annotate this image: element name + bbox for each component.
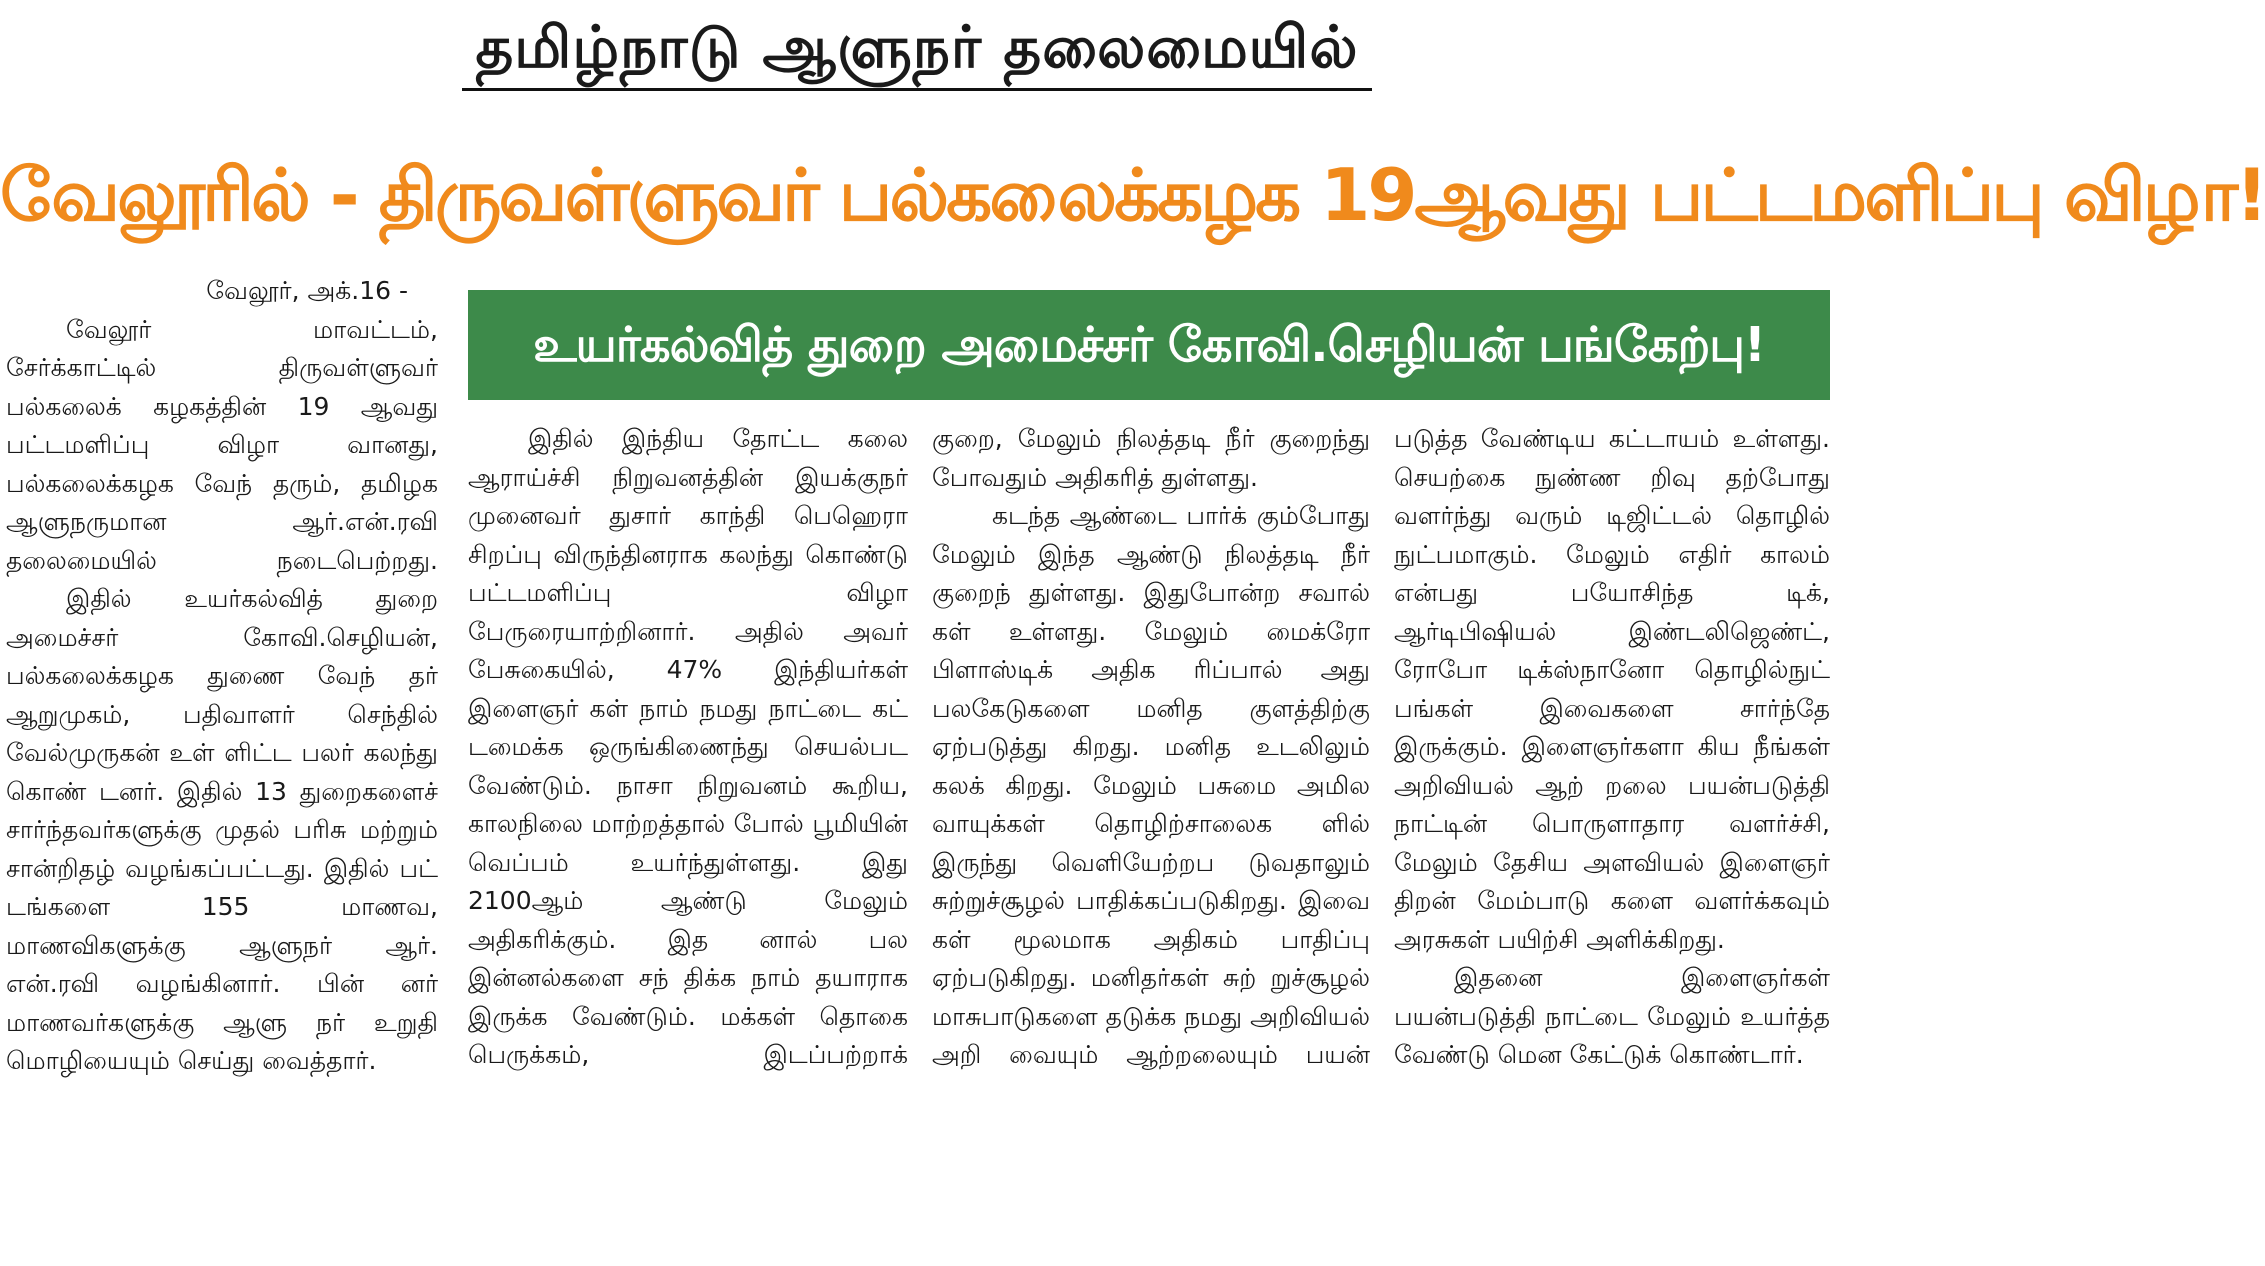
paragraph: வேலூர் மாவட்டம், சேர்க்காட்டில் திருவள்ளுவர் பல்கலைக் கழகத்தின் 19 ஆவது பட்டமளிப்பு விழா வானது, பல்கலைக்கழக வேந் தரும், தமிழக ஆளுநருமான ஆர்.என்.ரவி தலைமையில் நடைபெற்றது. [6, 314, 438, 575]
paragraph: இதில் இந்திய தோட்ட கலை ஆராய்ச்சி நிறுவனத்தின் இயக்குநர் முனைவர் துசார் காந்தி பெஹெரா சிறப்பு விருந்தினராக கலந்து கொண்டு பட்டமளிப்பு விழா பேருரையாற்றினார். அதில் அவர் பேசுகையில், 47% இந்தியர்கள் இளைஞர் கள் நாம் நமது நாட்டை கட் டமைக்க ஒருங்கிணைந்து செயல்பட வேண்டும். நாசா நிறுவனம் கூறிய, காலநிலை மாற்றத்தால் போல் பூமியின் வெப்பம் உயர்ந்துள்ளது. இது 2100ஆம் ஆண்டு மேலும் அதிகரிக்கும். இத னால் பல இன்னல்களை சந் திக்க நாம் தயாராக இருக்க வேண்டும். மக்கள் தொகை பெருக்கம், இடப்பற்றாக் [468, 424, 908, 1069]
article-column-2 [468, 420, 908, 1075]
main-headline: வேலூரில் - திருவள்ளுவர் பல்கலைக்கழக 19ஆவது பட்டமளிப்பு விழா! [0, 153, 2265, 237]
kicker-banner [0, 8, 1834, 91]
article-column-4 [1394, 420, 1830, 1075]
paragraph: கடந்த ஆண்டை பார்க் கும்போது மேலும் இந்த ஆண்டு நிலத்தடி நீர் குறைந் துள்ளது. இதுபோன்ற சவால் கள் உள்ளது. மேலும் மைக்ரோ பிளாஸ்டிக் அதிக ரிப்பால் அது பலகேடுகளை மனித குளத்திற்கு ஏற்படுத்து கிறது. மனித உடலிலும் கலக் கிறது. மேலும் பசுமை அமில வாயுக்கள் தொழிற்சாலைக ளில் இருந்து வெளியேற்றப டுவதாலும் சுற்றுச்சூழல் பாதிக்கப்படுகிறது. இவை கள் மூலமாக அதிகம் பாதிப்பு ஏற்படுகிறது. மனிதர்கள் சுற் றுச்சூழல் மாசுபாடுகளை தடுக்க நமது அறிவியல் அறி வையும் ஆற்றலையும் பயன் [932, 501, 1370, 1069]
article-column-1 [6, 272, 438, 1081]
dateline: வேலூர், அக்.16 - [206, 276, 408, 305]
paragraph: இதனை இளைஞர்கள் பயன்படுத்தி நாட்டை மேலும் உயர்த்த வேண்டு மென கேட்டுக் கொண்டார். [1394, 963, 1830, 1069]
paragraph: குறை, மேலும் நிலத்தடி நீர் குறைந்து போவதும் அதிகரித் துள்ளது. [932, 424, 1370, 492]
paragraph: படுத்த வேண்டிய கட்டாயம் உள்ளது. செயற்கை நுண்ண றிவு தற்போது வளர்ந்து வரும் டிஜிட்டல் தொழில் நுட்பமாகும். மேலும் எதிர் காலம் என்பது பயோசிந்த டிக், ஆர்டிபிஷியல் இண்டலிஜெண்ட், ரோபோ டிக்ஸ்நானோ தொழில்நுட் பங்கள் இவைகளை சார்ந்தே இருக்கும். இளைஞர்களா கிய நீங்கள் அறிவியல் ஆற் றலை பயன்படுத்தி நாட்டின் பொருளாதார வளர்ச்சி, மேலும் தேசிய அளவியல் இளைஞர் திறன் மேம்பாடு களை வளர்க்கவும் அரசுகள் பயிற்சி அளிக்கிறது. [1394, 424, 1830, 954]
article-column-3 [932, 420, 1370, 1075]
paragraph: இதில் உயர்கல்வித் துறை அமைச்சர் கோவி.செழியன், பல்கலைக்கழக துணை வேந் தர் ஆறுமுகம், பதிவாளர் செந்தில் வேல்முருகன் உள் ளிட்ட பலர் கலந்து கொண் டனர். இதில் 13 துறைகளைச் சார்ந்தவர்களுக்கு முதல் பரிசு மற்றும் சான்றிதழ் வழங்கப்பட்டது. இதில் பட் டங்களை 155 மாணவ, மாணவிகளுக்கு ஆளுநர் ஆர். என்.ரவி வழங்கினார். பின் னர் மாணவர்களுக்கு ஆளு நர் உறுதி மொழியையும் செய்து வைத்தார். [6, 584, 438, 1075]
kicker-text: தமிழ்நாடு ஆளுநர் தலைமையில் [462, 8, 1373, 91]
subheadline-banner: உயர்கல்வித் துறை அமைச்சர் கோவி.செழியன் பங்கேற்பு! [468, 290, 1830, 400]
